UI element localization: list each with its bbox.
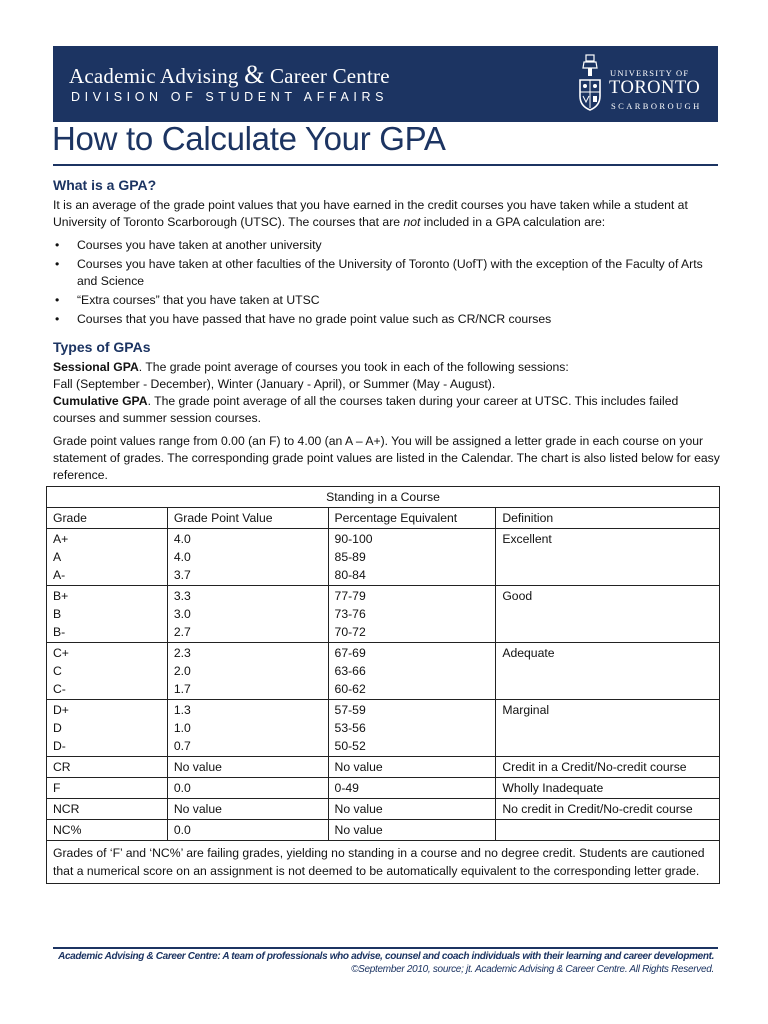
document-body xyxy=(53,175,721,484)
section-heading-what-is-gpa: What is a GPA? xyxy=(53,177,157,193)
grade-point-value: 1.0 xyxy=(173,721,191,735)
list-item: • Courses you have taken at another university xyxy=(77,237,721,254)
grade-cell xyxy=(47,700,168,757)
definition-cell: Good xyxy=(496,586,720,643)
column-header: Grade Point Value xyxy=(167,508,328,529)
list-item: • “Extra courses” that you have taken at UTSC xyxy=(77,292,721,309)
grade-value: D xyxy=(53,721,62,735)
grade-value: C- xyxy=(53,682,66,696)
grade-value: A xyxy=(53,550,62,564)
page-title: How to Calculate Your GPA xyxy=(52,120,446,157)
percentage-value: 80-84 xyxy=(334,568,366,582)
grade-cell xyxy=(47,643,168,700)
grade-value: B+ xyxy=(53,589,69,603)
definition-cell: No credit in Credit/No-credit course xyxy=(496,799,720,820)
grade-value: B xyxy=(53,607,62,621)
gpa-definition-emphasis: not xyxy=(403,215,421,229)
grade-point-value: 0.7 xyxy=(173,739,191,753)
percentage-value: 57-59 xyxy=(334,703,366,717)
grade-point-cell: 0.0 xyxy=(167,778,328,799)
title-divider xyxy=(53,164,718,166)
section-heading-types-of-gpas: Types of GPAs xyxy=(53,339,151,355)
grade-point-cell xyxy=(167,700,328,757)
sessional-gpa-sessions: Fall (September - December), Winter (January - April), or Summer (May - August). xyxy=(53,377,496,391)
percentage-value: 60-62 xyxy=(334,682,366,696)
percentage-value: 85-89 xyxy=(334,550,366,564)
percentage-value: 77-79 xyxy=(334,589,366,603)
footer-tagline: Academic Advising & Career Centre: A team of professionals who advise, counsel and coach individuals with their learning and career development. xyxy=(58,951,714,962)
university-name: TORONTO xyxy=(609,78,701,98)
gpa-definition-text-1: It is an average of the grade point values that you have earned in the credit courses you have taken while a student at University of Toronto Scarborough (UTSC). The courses that are xyxy=(53,198,688,229)
percentage-value: 63-66 xyxy=(334,664,366,678)
definition-cell: Credit in a Credit/No-credit course xyxy=(496,757,720,778)
sessional-gpa-paragraph xyxy=(53,359,721,376)
table-row xyxy=(47,799,720,820)
percentage-cell xyxy=(328,643,496,700)
definition-cell: Wholly Inadequate xyxy=(496,778,720,799)
campus-name: SCARBOROUGH xyxy=(611,101,702,111)
footer-copyright: ©September 2010, source; jt. Academic Advising & Career Centre. All Rights Reserved. xyxy=(351,964,714,975)
grade-value: D+ xyxy=(53,703,69,717)
department-name-part2: Career Centre xyxy=(269,64,390,88)
university-crest-icon xyxy=(576,54,604,112)
column-header: Grade xyxy=(47,508,168,529)
list-item: • Courses that you have passed that have no grade point value such as CR/NCR courses xyxy=(77,311,721,328)
definition-cell: Marginal xyxy=(496,700,720,757)
percentage-cell xyxy=(328,700,496,757)
percentage-cell xyxy=(328,529,496,586)
grade-cell xyxy=(47,586,168,643)
grade-range-paragraph: Grade point values range from 0.00 (an F) to 4.00 (an A – A+). You will be assigned a letter grade in each course on your statement of grades. The corresponding grade point values are listed in the Calendar. The chart is also listed below for easy reference. xyxy=(53,434,720,482)
percentage-value: 73-76 xyxy=(334,607,366,621)
grade-point-value: 3.0 xyxy=(173,607,191,621)
grade-point-value: 1.7 xyxy=(173,682,191,696)
table-header-row xyxy=(47,508,720,529)
percentage-value: 90-100 xyxy=(334,532,373,546)
column-header: Percentage Equivalent xyxy=(328,508,496,529)
table-caption: Standing in a Course xyxy=(47,487,720,508)
percentage-cell: No value xyxy=(328,799,496,820)
grade-point-cell xyxy=(167,586,328,643)
university-label: UNIVERSITY OF xyxy=(610,68,690,78)
grade-point-value: 4.0 xyxy=(173,550,191,564)
table-row xyxy=(47,700,720,757)
table-caption-row xyxy=(47,487,720,508)
cumulative-gpa-paragraph xyxy=(53,393,721,427)
definition-cell: Adequate xyxy=(496,643,720,700)
grade-value: B- xyxy=(53,625,66,639)
grade-point-cell xyxy=(167,643,328,700)
department-name xyxy=(69,60,390,90)
percentage-value: 53-56 xyxy=(334,721,366,735)
table-row xyxy=(47,586,720,643)
definition-cell: Excellent xyxy=(496,529,720,586)
grade-point-value: 3.7 xyxy=(173,568,191,582)
gpa-definition-paragraph xyxy=(53,197,721,231)
grade-point-cell: No value xyxy=(167,757,328,778)
table-row xyxy=(47,820,720,841)
grade-cell: NC% xyxy=(47,820,168,841)
footer-divider xyxy=(53,947,718,949)
cumulative-gpa-text: . The grade point average of all the courses taken during your career at UTSC. This includes failed courses and summer session courses. xyxy=(53,394,679,425)
sessional-gpa-label: Sessional GPA xyxy=(53,360,139,374)
division-name: DIVISION OF STUDENT AFFAIRS xyxy=(71,90,389,104)
grade-point-value: 4.0 xyxy=(173,532,191,546)
percentage-cell: No value xyxy=(328,757,496,778)
percentage-value: 67-69 xyxy=(334,646,366,660)
standing-table xyxy=(46,486,720,884)
grade-cell: F xyxy=(47,778,168,799)
list-item: • Courses you have taken at other faculties of the University of Toronto (UofT) with the exception of the Faculty of Arts and Science xyxy=(77,256,721,290)
grade-point-cell: No value xyxy=(167,799,328,820)
column-header: Definition xyxy=(496,508,720,529)
table-row xyxy=(47,757,720,778)
grade-value: C+ xyxy=(53,646,69,660)
gpa-definition-text-2: included in a GPA calculation are: xyxy=(420,215,606,229)
table-row xyxy=(47,529,720,586)
cumulative-gpa-label: Cumulative GPA xyxy=(53,394,148,408)
table-note-row xyxy=(47,841,720,884)
percentage-value: 50-52 xyxy=(334,739,366,753)
grade-cell: CR xyxy=(47,757,168,778)
table-row xyxy=(47,778,720,799)
failing-grades-note: Grades of ‘F’ and ‘NC%’ are failing grades, yielding no standing in a course and no degree credit. Students are cautioned that a numerical score on an assignment is not deemed to be automatically equivalent to the corresponding letter grade. xyxy=(47,841,720,884)
grade-point-value: 2.0 xyxy=(173,664,191,678)
percentage-cell: No value xyxy=(328,820,496,841)
grade-cell: NCR xyxy=(47,799,168,820)
percentage-cell: 0-49 xyxy=(328,778,496,799)
percentage-cell xyxy=(328,586,496,643)
header-banner xyxy=(53,46,718,122)
grade-value: C xyxy=(53,664,62,678)
grade-point-cell: 0.0 xyxy=(167,820,328,841)
grade-point-value: 1.3 xyxy=(173,703,191,717)
department-name-part1: Academic Advising xyxy=(69,64,239,88)
sessional-gpa-text: . The grade point average of courses you took in each of the following sessions: xyxy=(138,360,569,374)
table-row xyxy=(47,643,720,700)
department-name-ampersand: & xyxy=(244,60,265,89)
grade-value: A- xyxy=(53,568,66,582)
excluded-courses-list xyxy=(53,237,721,328)
grade-value: D- xyxy=(53,739,66,753)
grade-point-value: 2.7 xyxy=(173,625,191,639)
definition-cell xyxy=(496,820,720,841)
percentage-value: 70-72 xyxy=(334,625,366,639)
grade-cell xyxy=(47,529,168,586)
grade-value: A+ xyxy=(53,532,69,546)
grade-point-value: 2.3 xyxy=(173,646,191,660)
grade-point-value: 3.3 xyxy=(173,589,191,603)
grade-point-cell xyxy=(167,529,328,586)
